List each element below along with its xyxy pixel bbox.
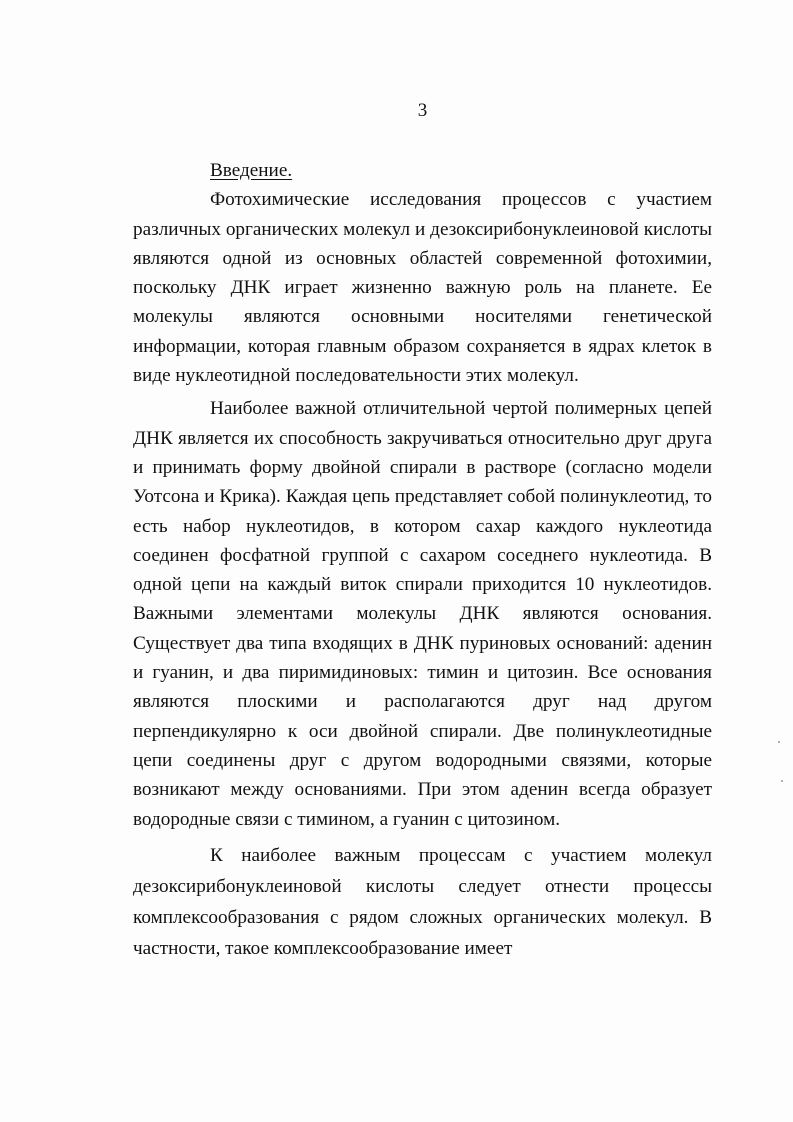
paragraph-intro: Фотохимические исследования процессов с участием различных органических молекул и дезоксирибонуклеиновой кислоты являются одной из основных областей современной фотохимии, поскольку ДНК играет жизненно важную роль на планете. Ее молекулы являются основными носителями генетической информации, которая главным образом сохраняется в ядрах клеток в виде нуклеотидной последовательности этих молекул.	[133, 189, 712, 387]
document-body	[133, 156, 712, 964]
paragraph-complexation: К наиболее важным процессам с участием молекул дезоксирибонуклеиновой кислоты следует отнести процессы комплексообразования с рядом сложных органических молекул. В частности, такое комплексообразование имеет	[133, 844, 712, 959]
paragraph-dna-structure: Наиболее важной отличительной чертой полимерных цепей ДНК является их способность закручиваться относительно друг друга и принимать форму двойной спирали в растворе (согласно модели Уотсона и Крика). Каждая цепь представляет собой полинуклеотид, то есть набор нуклеотидов, в котором сахар каждого нуклеотида соединен фосфатной группой с сахаром соседнего нуклеотида. В одной цепи на каждый виток спирали приходится 10 нуклеотидов. Важными элементами молекулы ДНК являются основания. Существует два типа входящих в ДНК пуриновых оснований: аденин и гуанин, и два пиримидиновых: тимин и цитозин. Все основания являются плоскими и располагаются друг над другом перпендикулярно к оси двойной спирали. Две полинуклеотидные цепи соединены друг с другом водородными связями, которые возникают между основаниями. При этом аденин всегда образует водородные связи с тимином, а гуанин с цитозином.	[133, 398, 712, 830]
section-heading: Введение.	[210, 160, 293, 181]
page-number: 3	[417, 100, 428, 121]
